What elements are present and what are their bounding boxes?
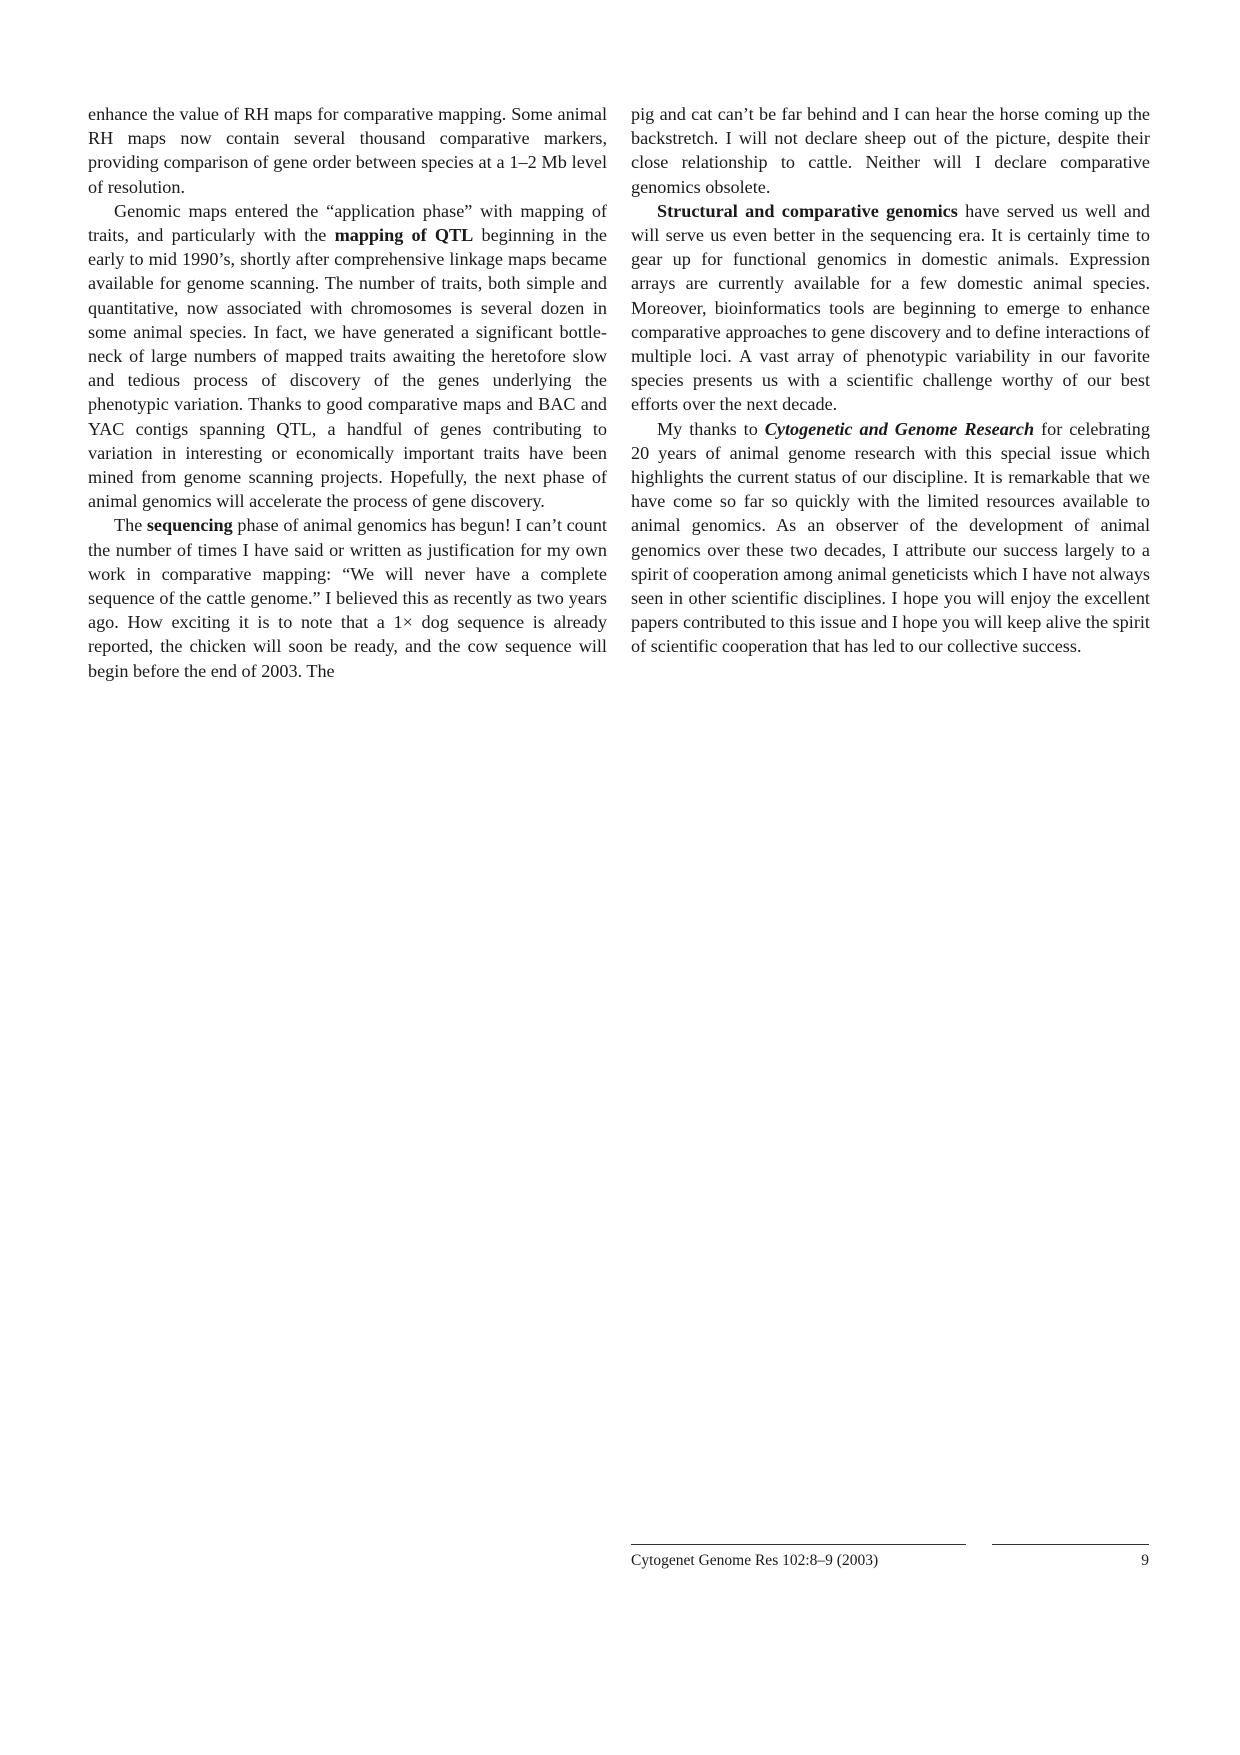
right-paragraph-thanks [631, 417, 1150, 659]
left-column [88, 102, 607, 683]
footer-citation: Cytogenet Genome Res 102:8–9 (2003) [631, 1552, 879, 1569]
left-p2-text-a: Genomic maps entered the “application phase” with mapping of traits, and particularly with the [88, 200, 607, 246]
right-p2-bold-structural: Structural and comparative genomics [657, 200, 958, 221]
footer-rule-citation [631, 1544, 966, 1545]
footer-rule-page [992, 1544, 1149, 1545]
left-p2-bold-qtl: mapping of QTL [334, 225, 474, 246]
right-p3-text-b: for celebrating 20 years of animal genome research with this special issue which highlights the current status of our discipline. It is remarkable that we have come so far so quickly with the limited resources available to animal genomics. As an observer of the development of animal genomics over these two decades, I attribute our success largely to a spirit of cooperation among animal geneticists which I have not always seen in other scientific disciplines. I hope you will enjoy the excellent papers contributed to this issue and I hope you will keep alive the spirit of scientific cooperation that has led to our collective success. [631, 418, 1150, 657]
right-p3-text-a: My thanks to [657, 418, 765, 439]
left-p2-text-b: beginning in the early to mid 1990’s, shortly after comprehensive linkage maps became available for genome scanning. The number of traits, both simple and quantitative, now associated with chromosomes is several dozen in some animal species. In fact, we have generated a significant bottle-neck of large numbers of mapped traits awaiting the heretofore slow and tedious process of discovery of the genes underlying the phenotypic variation. Thanks to good comparative maps and BAC and YAC contigs spanning QTL, a handful of genes contributing to variation in interesting or economically important traits have been mined from genome scanning projects. Hopefully, the next phase of animal genomics will accelerate the process of gene discovery. [88, 225, 607, 512]
left-paragraph-sequencing [88, 513, 607, 682]
left-paragraph-application-phase [88, 199, 607, 514]
left-p3-bold-sequencing: sequencing [146, 515, 233, 536]
right-paragraph-pig-cat: pig and cat can’t be far behind and I can hear the horse coming up the backstretch. I will not declare sheep out of the picture, despite their close relationship to cattle. Neither will I declare comparative genomics obsolete. [631, 104, 1150, 197]
page-number: 9 [1141, 1552, 1149, 1569]
left-p3-text-a: The [114, 515, 147, 536]
right-p2-text-b: have served us well and will serve us even better in the sequencing era. It is certainly time to gear up for functional genomics in domestic animals. Expression arrays are currently available for a few domestic animal species. Moreover, bioinformatics tools are beginning to emerge to enhance comparative approaches to gene discovery and to define interactions of multiple loci. A vast array of phenotypic variability in our favorite species presents us with a scientific challenge worthy of our best efforts over the next decade. [631, 200, 1151, 415]
left-paragraph-rh-maps: enhance the value of RH maps for comparative mapping. Some animal RH maps now contain several thousand comparative markers, providing comparison of gene order between species at a 1–2 Mb level of resolution. [88, 104, 607, 197]
right-paragraph-structural-genomics [631, 199, 1150, 417]
right-column [631, 102, 1150, 659]
right-p3-journal-title: Cytogenetic and Genome Research [764, 418, 1035, 439]
left-p3-text-b: phase of animal genomics has begun! I can’t count the number of times I have said or written as justification for my own work in comparative mapping: “We will never have a complete sequence of the cattle genome.” I believed this as recently as two years ago. How exciting it is to note that a 1× dog sequence is already reported, the chicken will soon be ready, and the cow sequence will begin before the end of 2003. The [88, 515, 607, 681]
